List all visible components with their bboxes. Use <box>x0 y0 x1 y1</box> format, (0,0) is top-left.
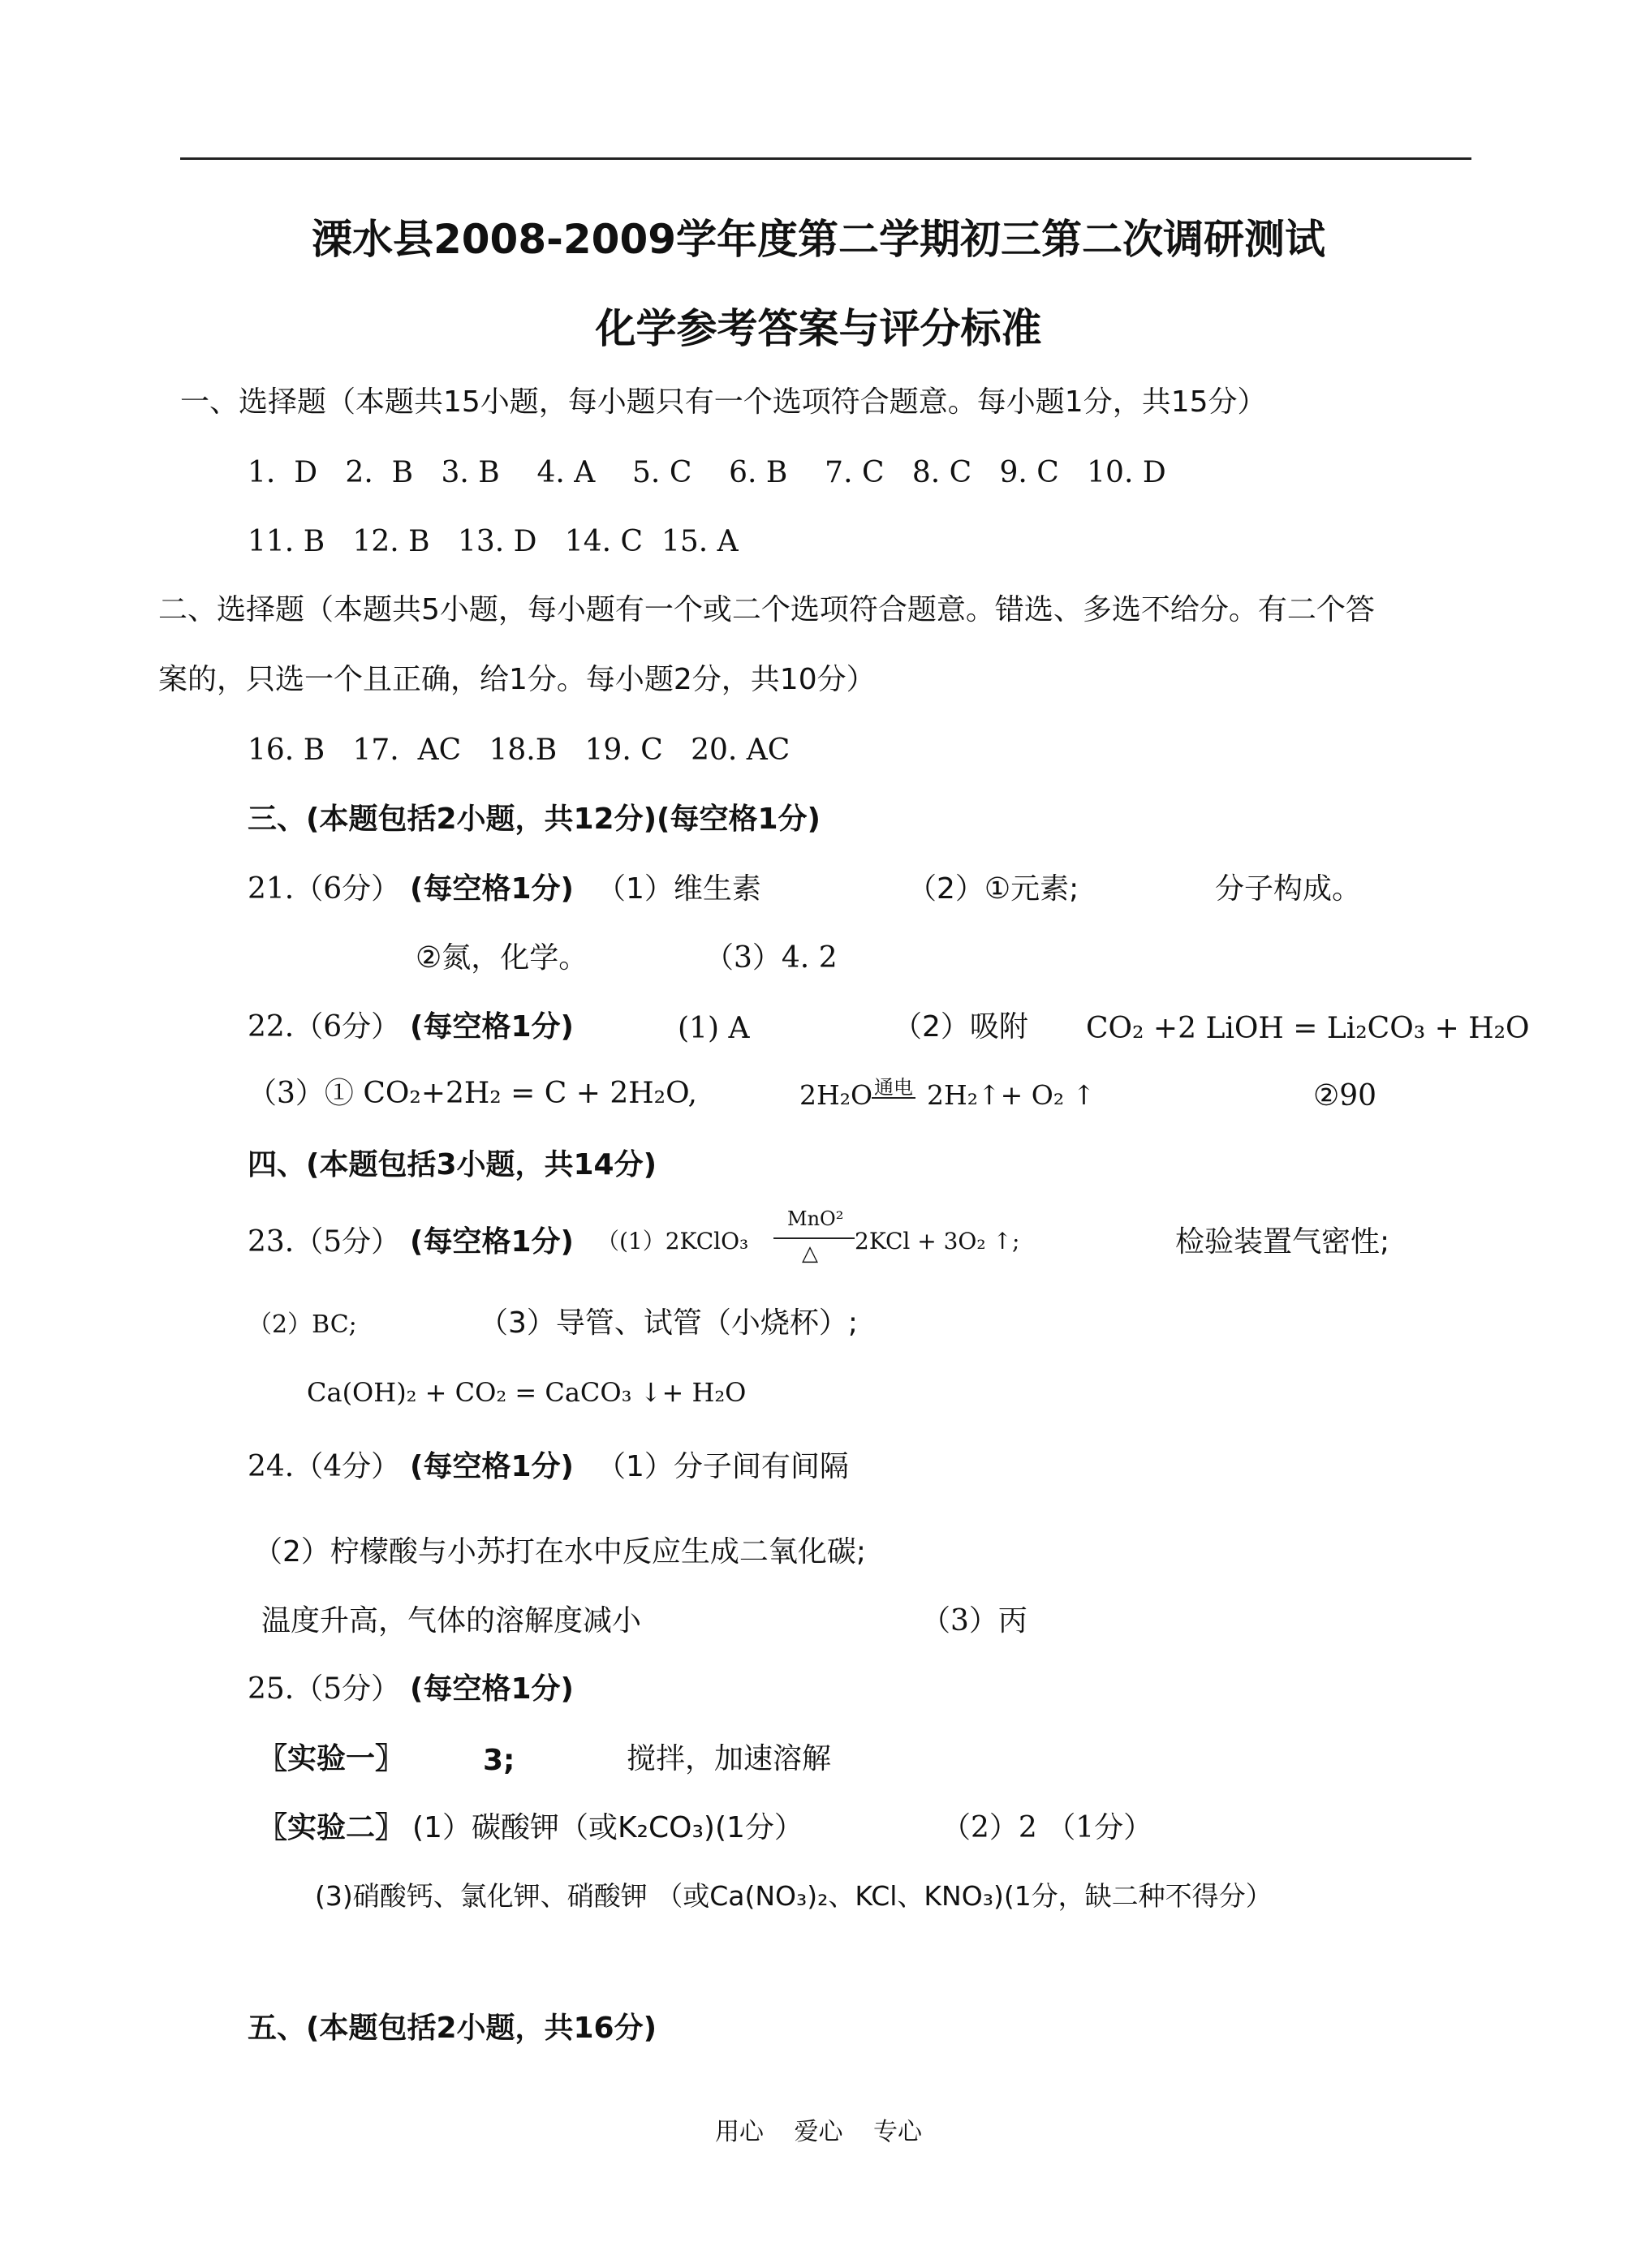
q24-answer-3: 温度升高，气体的溶解度减小 <box>261 1604 642 1638</box>
q23-reaction-right: 2KCl + 3O₂ ↑; <box>855 1228 1020 1255</box>
q24-number: 24.（4分） <box>248 1450 401 1483</box>
q22-answer-1: (1) A <box>678 1012 750 1045</box>
section1-answers-row2: 11. B 12. B 13. D 14. C 15. A <box>248 525 739 558</box>
q21-answer-4: ②氮，化学。 <box>416 941 588 975</box>
q23-heat-symbol: △ <box>802 1242 818 1266</box>
q21-answer-5: （3）4. 2 <box>704 941 838 975</box>
section1-answers-row1: 1. D 2. B 3. B 4. A 5. C 6. B 7. C 8. C 9. C 10. D <box>248 456 1166 489</box>
page-title: 溧水县2008-2009学年度第二学期初三第二次调研测试 <box>311 216 1326 263</box>
q21-answer-3: 分子构成。 <box>1215 872 1362 906</box>
q25-exp1-label: 〖实验一〗 <box>258 1742 405 1775</box>
q23-reaction-left: （(1）2KClO₃ <box>597 1228 749 1255</box>
q23-answer-4: （3）导管、试管（小烧杯）; <box>479 1306 859 1340</box>
q22-number: 22.（6分） <box>248 1010 401 1044</box>
q23-catalyst: MnO² <box>787 1207 844 1230</box>
q22-electrolysis-left: 2H₂O <box>799 1079 873 1111</box>
q23-answer-5: Ca(OH)₂ + CO₂ = CaCO₃ ↓+ H₂O <box>307 1377 747 1408</box>
q22-answer-4: （3）① CO₂+2H₂ = C + 2H₂O, <box>248 1077 697 1110</box>
section3-heading: 三、(本题包括2小题，共12分)(每空格1分) <box>248 803 821 836</box>
q22-answer-3: CO₂ +2 LiOH = Li₂CO₃ + H₂O <box>1086 1012 1530 1045</box>
q21-number: 21.（6分） <box>248 872 401 906</box>
section2-answers: 16. B 17. AC 18.B 19. C 20. AC <box>248 734 790 767</box>
q23-reaction-bar <box>773 1237 855 1239</box>
section2-heading-line1: 二、选择题（本题共5小题，每小题有一个或二个选项符合题意。错选、多选不给分。有二个答 <box>158 593 1375 626</box>
q24-answer-1: （1）分子间有间隔 <box>597 1450 849 1483</box>
q22-answer-2: （2）吸附 <box>893 1010 1028 1044</box>
q21-points: (每空格1分) <box>410 872 574 906</box>
q23-number: 23.（5分） <box>248 1225 401 1259</box>
footer-word-1: 用心 <box>714 2118 764 2146</box>
q25-exp2-answer-2: （2）2 （1分） <box>941 1811 1153 1844</box>
q22-electrolysis-right: 2H₂↑+ O₂ ↑ <box>927 1079 1096 1111</box>
page-subtitle: 化学参考答案与评分标准 <box>595 305 1042 352</box>
header-rule <box>180 157 1471 160</box>
q25-exp2-answer-1: (1）碳酸钾（或K₂CO₃)(1分） <box>412 1811 803 1844</box>
q22-reaction-bar <box>872 1097 915 1099</box>
page-footer <box>0 2111 1637 2147</box>
q25-exp1-answer-1: 3; <box>483 1744 515 1777</box>
q21-answer-2: （2）①元素; <box>907 872 1079 906</box>
q22-electrolysis-condition: 通电 <box>874 1076 913 1099</box>
q23-answer-2: 检验装置气密性; <box>1175 1225 1390 1259</box>
q22-points: (每空格1分) <box>410 1010 574 1044</box>
section5-heading: 五、(本题包括2小题，共16分) <box>248 2012 657 2045</box>
q25-exp2-answer-3: (3)硝酸钙、氯化钾、硝酸钾 （或Ca(NO₃)₂、KCl、KNO₃)(1分，缺二种不得分） <box>315 1880 1273 1912</box>
q24-answer-2: （2）柠檬酸与小苏打在水中反应生成二氧化碳; <box>253 1535 867 1569</box>
section1-heading: 一、选择题（本题共15小题，每小题只有一个选项符合题意。每小题1分，共15分） <box>180 385 1267 419</box>
q23-answer-3: （2）BC; <box>248 1310 357 1339</box>
q22-answer-6: ②90 <box>1313 1079 1377 1112</box>
q24-points: (每空格1分) <box>410 1450 574 1483</box>
q25-exp2-label: 〖实验二〗 <box>258 1811 405 1844</box>
q25-number: 25.（5分） <box>248 1672 401 1706</box>
footer-word-2: 爱心 <box>794 2118 843 2146</box>
q25-exp1-answer-2: 搅拌，加速溶解 <box>627 1742 832 1775</box>
q23-points: (每空格1分) <box>410 1225 574 1259</box>
section2-heading-line2: 案的，只选一个且正确，给1分。每小题2分，共10分） <box>158 663 876 696</box>
footer-word-3: 专心 <box>873 2118 923 2146</box>
q24-answer-4: （3）丙 <box>921 1604 1027 1638</box>
q25-points: (每空格1分) <box>410 1672 574 1706</box>
section4-heading: 四、(本题包括3小题，共14分) <box>248 1148 657 1181</box>
q21-answer-1: （1）维生素 <box>597 872 761 906</box>
